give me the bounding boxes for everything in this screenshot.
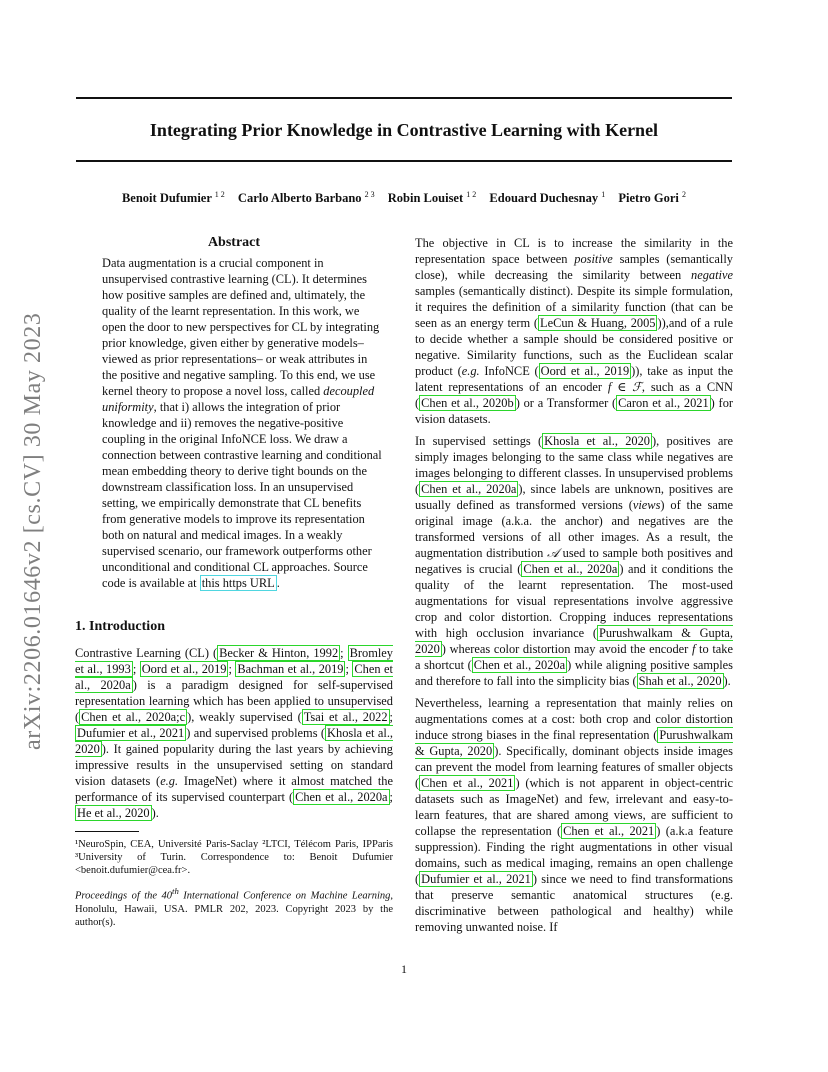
title-rule-bottom [76,160,732,162]
body-paragraph: Nevertheless, learning a representation that mainly relies on augmentations comes at a cost: both crop and color distortion induce strong biases in the final representation ( Purushwalkam & Gupta, 2020 ). Specifically, dominant objects inside images can prevent the model from learning features of smaller objects ( Chen et al., 2021 ) (which is not apparent in object-centric datasets such as ImageNet) and few, irrelevant and easy-to-learn features, that are shared among views, are sufficient to collapse the representation ( Chen et al., 2021 ) (a.k.a feature suppression). Finding the right augmentations in other visual domains, such as medical imaging, remains an open challenge ( Dufumier et al., 2021 ) since we need to find transformations that preserve semantic anatomical structures (e.g. discriminative between pathological and healthy) while removing unwanted noise. If [415,696,734,934]
author: Edouard Duchesnay $^1$ [489,190,606,206]
citation-link[interactable]: Oord et al., 2019 [141,662,227,676]
citation-link[interactable]: Chen et al., 2020a [421,482,517,496]
title-rule-top [76,97,732,99]
citation-link[interactable]: Shah et al., 2020 [638,674,722,688]
citation-link[interactable]: Chen et al., 2020a [75,662,393,692]
paper-title: Integrating Prior Knowledge in Contrastive Learning with Kernel [149,120,659,140]
citation-link[interactable]: Chen et al., 2020a [473,658,566,672]
body-paragraph: The objective in CL is to increase the similarity in the representation space between positive samples (semantically close), while decreasing the similarity between negative samples (semantically distinct). Despite its simple formulation, it requires the definition of a similarity function (that can be seen as an energy term ( LeCun & Huang, 2005 )),and of a rule to decide whether a sample should be considered positive or negative. Similarity functions, such as the Euclidean scalar product (e.g. InfoNCE ( Oord et al., 2019 )), take as input the latent representations of an encoder f ∈ ℱ, such as a CNN ( Chen et al., 2020b ) or a Transformer ( Caron et al., 2021 ) for vision datasets. [415,236,734,426]
author: Carlo Alberto Barbano $^{2 3}$ [237,190,375,206]
body-paragraph: In supervised settings ( Khosla et al., 2020 ), positives are simply images belonging to the same class while negatives are images belonging to different classes. In unsupervised problems ( Chen et al., 2020a ), since labels are unknown, positives are usually defined as transformed versions (views) of the same original image (a.k.a. the anchor) and negatives are the transformed versions of all other images. As a result, the augmentation distribution 𝒜 used to sample both positives and negatives is crucial ( Chen et al., 2020a ) and it conditions the quality of the learnt representation. The most-used augmentations for visual representations involve aggressive crop and color distortion. Cropping induces representations with high occlusion invariance ( Purushwalkam & Gupta, 2020 ) whereas color distortion may avoid the encoder f to take a shortcut ( Chen et al., 2020a ) while aligning positive samples and therefore to fall into the simplicity bias ( Shah et al., 2020 ). [415,434,734,688]
citation-link[interactable]: Purushwalkam & Gupta, 2020 [415,728,733,758]
citation-link[interactable]: Bromley et al., 1993 [75,646,393,676]
citation-link[interactable]: Tsai et al., 2022 [303,710,388,724]
citation-link[interactable]: Chen et al., 2020b [421,396,514,410]
citation-link[interactable]: Bachman et al., 2019 [237,662,344,676]
citation-link[interactable]: Dufumier et al., 2021 [77,726,185,740]
citation-link[interactable]: Chen et al., 2020a [523,562,618,576]
page-number: 1 [401,962,407,976]
citation-link[interactable]: Khosla et al., 2020 [75,726,394,756]
citation-link[interactable]: Chen et al., 2020a [295,790,388,804]
arxiv-stamp: arXiv:2206.01646v2 [cs.CV] 30 May 2023 [20,312,46,750]
intro-paragraph: Contrastive Learning (CL) ( Becker & Hinton, 1992 ; Bromley et al., 1993 ; Oord et al., 2019 ; Bachman et al., 2019 ; Chen et al., 2020a ) is a paradigm designed for self-supervised representation learning which has been applied to unsupervised ( Chen et al., 2020a;c ), weakly supervised ( Tsai et al., 2022 ; Dufumier et al., 2021 ) and supervised problems ( Khosla et al., 2020 ). It gained popularity during the last years by achieving impressive results in the unsupervised setting on standard vision datasets (e.g. ImageNet) where it almost matched the performance of its supervised counterpart ( Chen et al., 2020a ; He et al., 2020 ). [75,646,394,820]
citation-link[interactable]: Becker & Hinton, 1992 [219,646,339,660]
author: Robin Louiset $^{1 2}$ [387,190,477,206]
abstract-heading: Abstract [207,235,261,250]
citation-link[interactable]: He et al., 2020 [77,806,150,820]
citation-link[interactable]: Caron et al., 2021 [618,396,709,410]
citation-link[interactable]: Chen et al., 2021 [421,776,514,790]
citation-link[interactable]: LeCun & Huang, 2005 [540,316,656,330]
citation-link[interactable]: Purushwalkam & Gupta, 2020 [415,626,733,656]
right-column [415,235,733,941]
source-code-link[interactable]: this https URL [201,576,275,590]
citation-link[interactable]: Oord et al., 2019 [540,364,630,378]
citation-link[interactable]: Dufumier et al., 2021 [421,872,531,886]
citation-link[interactable]: Khosla et al., 2020 [544,434,650,448]
citation-link[interactable]: Chen et al., 2020a;c [81,710,186,724]
author-list [76,190,732,206]
author: Pietro Gori $^2$ [618,190,687,206]
citation-link[interactable]: Chen et al., 2021 [563,824,655,838]
left-column [75,235,393,929]
abstract-body: Data augmentation is a crucial component in unsupervised contrastive learning (CL). It determines how positive samples are defined and, ultimately, the quality of the learnt representation. In this work, we open the door to new perspectives for CL by integrating prior knowledge, given either by generative models–viewed as prior representations– or weak attributes in the positive and negative sampling. To this end, we use kernel theory to propose a novel loss, called decoupled uniformity, that i) allows the integration of prior knowledge and ii) removes the negative-positive coupling in the original InfoNCE loss. We draw a connection between contrastive learning and conditional mean embedding theory to derive tight bounds on the downstream classification loss. In an unsupervised setting, we empirically demonstrate that CL benefits from generative models to improve its representation both on natural and medical images. In a weakly supervised scenario, our framework outperforms other unconditional and conditional CL approaches. Source code is available at this https URL . [102,256,382,590]
affiliations-footnote: ¹NeuroSpin, CEA, Université Paris-Saclay ²LTCI, Télécom Paris, IPParis ³University of Turin. Correspondence to: Benoit Dufumier <benoit.dufumier@cea.fr>. [75,839,393,876]
section-heading-introduction: 1. Introduction [75,619,165,634]
proceedings-note: Proceedings of the 40th International Conference on Machine Learning, Honolulu, Hawaii, USA. PMLR 202, 2023. Copyright 2023 by the author(s). [75,886,393,928]
author: Benoit Dufumier $^{1 2}$ [121,190,225,206]
footnote-rule [75,831,139,832]
